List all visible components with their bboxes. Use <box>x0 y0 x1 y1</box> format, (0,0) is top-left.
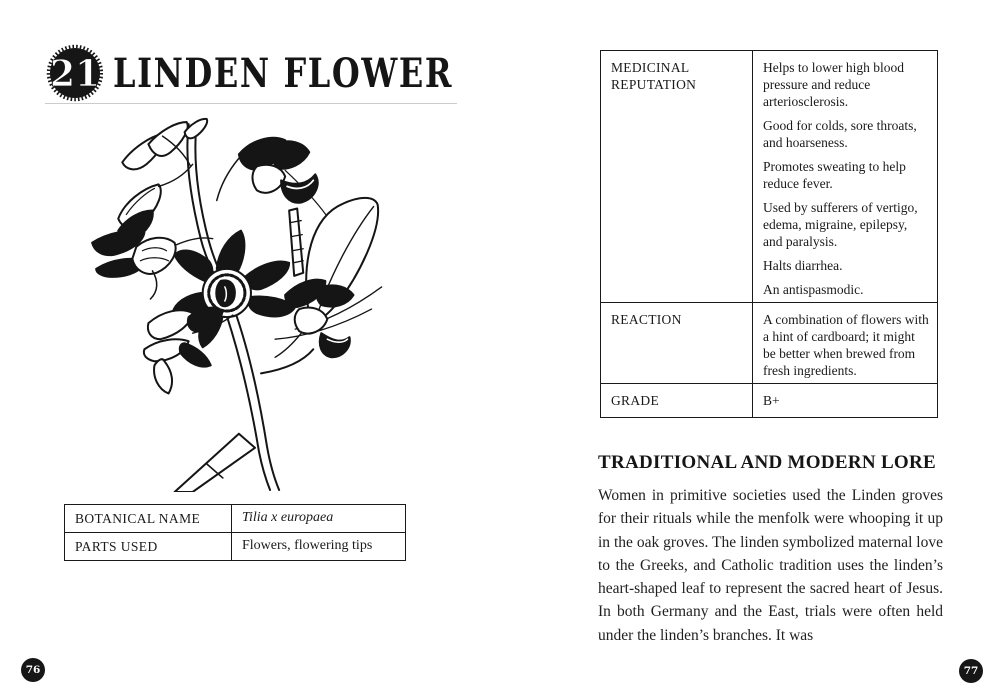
chapter-number-badge-icon <box>45 42 103 104</box>
chapter-header <box>45 42 538 104</box>
botanical-name-label: BOTANICAL NAME <box>65 505 232 532</box>
reaction-label: REACTION <box>601 303 753 383</box>
table-row <box>601 302 937 383</box>
linden-flower-illustration <box>88 110 430 492</box>
reputation-item: Helps to lower high blood pressure and reduce arteriosclerosis. <box>763 60 904 109</box>
reputation-item: An antispasmodic. <box>763 282 864 297</box>
grade-text: B+ <box>763 393 780 408</box>
parts-used-label: PARTS USED <box>65 533 232 560</box>
page-number-badge-right: 77 <box>959 659 983 683</box>
svg-text:21: 21 <box>49 53 101 95</box>
table-row <box>65 505 405 532</box>
botanical-info-table <box>64 504 406 561</box>
table-row <box>601 383 937 417</box>
reputation-item: Good for colds, sore throats, and hoarseness. <box>763 118 917 150</box>
reaction-text: A combination of flowers with a hint of cardboard; it might be better when brewed from fresh ingredients. <box>763 312 929 378</box>
grade-label: GRADE <box>601 384 753 417</box>
parts-used-value: Flowers, flowering tips <box>242 538 373 553</box>
title-divider-rule <box>45 103 457 104</box>
medicinal-reputation-label: MEDICINAL REPUTATION <box>601 51 753 302</box>
medicinal-detail-table <box>600 50 938 418</box>
table-row <box>601 51 937 302</box>
medicinal-reputation-value <box>753 51 937 302</box>
reputation-item: Promotes sweating to help reduce fever. <box>763 159 906 191</box>
page-number-badge-left: 76 <box>21 658 45 682</box>
chapter-title: LINDEN FLOWER <box>113 49 454 97</box>
botanical-name-value: Tilia x europaea <box>242 510 334 525</box>
reputation-item: Halts diarrhea. <box>763 258 843 273</box>
grade-value <box>753 384 937 417</box>
reaction-value <box>753 303 937 383</box>
table-row <box>65 532 405 560</box>
reputation-item: Used by sufferers of vertigo, edema, migraine, epilepsy, and paralysis. <box>763 200 918 249</box>
section-heading: TRADITIONAL AND MODERN LORE <box>598 452 937 473</box>
lore-body-text: Women in primitive societies used the Linden groves for their rituals while the menfolk were whooping it up in the oak groves. The linden symbolized maternal love to the Greeks, and Catholic tradition uses the linden’s heart-shaped leaf to represent the sacred heart of Jesus. In both Germany and the East, trials were often held under the linden’s branches. It was <box>598 487 943 644</box>
